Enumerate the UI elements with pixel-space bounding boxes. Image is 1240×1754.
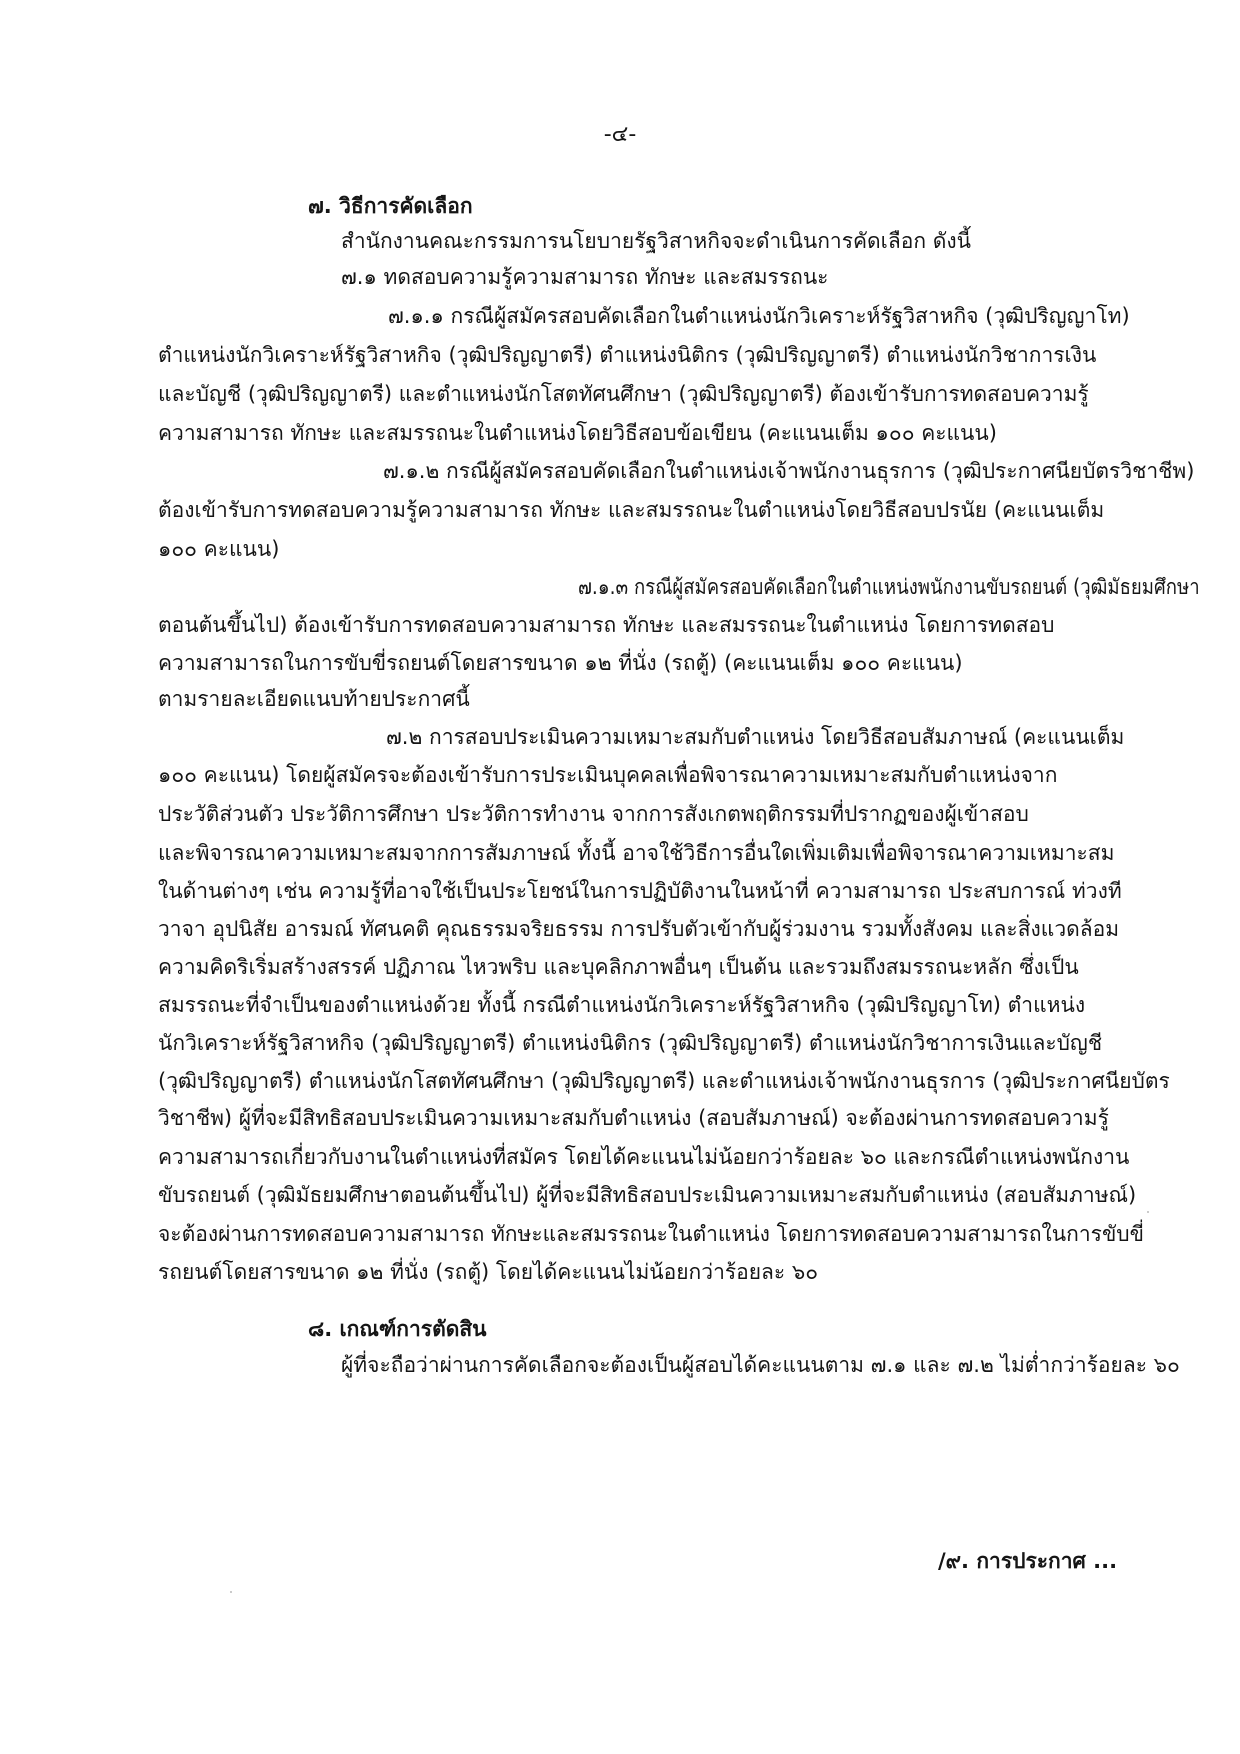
section-7-1-heading: ๗.๑ ทดสอบความรู้ความสามารถ ทักษะ และสมรรถนะ	[341, 265, 829, 289]
section-7-intro: สำนักงานคณะกรรมการนโยบายรัฐวิสาหกิจจะดำเนินการคัดเลือก ดังนี้	[341, 229, 971, 253]
paragraph-line: ตามรายละเอียดแนบท้ายประกาศนี้	[158, 687, 470, 711]
paragraph-line: ความสามารถ ทักษะ และสมรรถนะในตำแหน่งโดยวิธีสอบข้อเขียน (คะแนนเต็ม ๑๐๐ คะแนน)	[158, 421, 997, 445]
paragraph-line: และบัญชี (วุฒิปริญญาตรี) และตำแหน่งนักโสตทัศนศึกษา (วุฒิปริญญาตรี) ต้องเข้ารับการทดสอบความรู้	[158, 382, 1089, 406]
paragraph-line: สมรรถนะที่จำเป็นของตำแหน่งด้วย ทั้งนี้ กรณีตำแหน่งนักวิเคราะห์รัฐวิสาหกิจ (วุฒิปริญญาโท) ตำแหน่ง	[158, 993, 1086, 1017]
paragraph-line: ในด้านต่างๆ เช่น ความรู้ที่อาจใช้เป็นประโยชน์ในการปฏิบัติงานในหน้าที่ ความสามารถ ประสบการณ์ ท่วงที	[158, 879, 1122, 903]
paragraph-line: วาจา อุปนิสัย อารมณ์ ทัศนคติ คุณธรรมจริยธรรม การปรับตัวเข้ากับผู้ร่วมงาน รวมทั้งสังคม และสิ่งแวดล้อม	[158, 917, 1120, 941]
section-8-heading: ๘. เกณฑ์การตัดสิน	[308, 1317, 487, 1341]
paragraph-line: ๗.๑.๓ กรณีผู้สมัครสอบคัดเลือกในตำแหน่งพนักงานขับรถยนต์ (วุฒิมัธยมศึกษา	[578, 575, 1200, 599]
paragraph-line: ๑๐๐ คะแนน) โดยผู้สมัครจะต้องเข้ารับการประเมินบุคคลเพื่อพิจารณาความเหมาะสมกับตำแหน่งจาก	[158, 763, 1058, 787]
paragraph-line: ขับรถยนต์ (วุฒิมัธยมศึกษาตอนต้นขึ้นไป) ผู้ที่จะมีสิทธิสอบประเมินความเหมาะสมกับตำแหน่ง (สอบสัมภาษณ์)	[158, 1183, 1137, 1207]
paragraph-line: รถยนต์โดยสารขนาด ๑๒ ที่นั่ง (รถตู้) โดยได้คะแนนไม่น้อยกว่าร้อยละ ๖๐	[158, 1260, 819, 1284]
paragraph-line: ๗.๑.๑ กรณีผู้สมัครสอบคัดเลือกในตำแหน่งนักวิเคราะห์รัฐวิสาหกิจ (วุฒิปริญญาโท)	[388, 304, 1130, 328]
page-number: -๔-	[603, 122, 637, 147]
paragraph-line: ต้องเข้ารับการทดสอบความรู้ความสามารถ ทักษะ และสมรรถนะในตำแหน่งโดยวิธีสอบปรนัย (คะแนนเต็ม	[158, 498, 1105, 522]
paragraph-line: ประวัติส่วนตัว ประวัติการศึกษา ประวัติการทำงาน จากการสังเกตพฤติกรรมที่ปรากฏของผู้เข้าสอบ	[158, 802, 1029, 826]
continuation-note: /๙. การประกาศ ...	[938, 1549, 1118, 1573]
paragraph-line: ๑๐๐ คะแนน)	[158, 537, 280, 561]
section-7-2-heading: ๗.๒ การสอบประเมินความเหมาะสมกับตำแหน่ง โดยวิธีสอบสัมภาษณ์ (คะแนนเต็ม	[386, 725, 1125, 749]
paragraph-line: วิชาชีพ) ผู้ที่จะมีสิทธิสอบประเมินความเหมาะสมกับตำแหน่ง (สอบสัมภาษณ์) จะต้องผ่านการทดสอบความรู้	[158, 1106, 1109, 1130]
paragraph-line: ความสามารถในการขับขี่รถยนต์โดยสารขนาด ๑๒ ที่นั่ง (รถตู้) (คะแนนเต็ม ๑๐๐ คะแนน)	[158, 651, 963, 675]
paragraph-line: จะต้องผ่านการทดสอบความสามารถ ทักษะและสมรรถนะในตำแหน่ง โดยการทดสอบความสามารถในการขับขี่	[158, 1222, 1144, 1246]
scan-speck	[230, 1591, 232, 1593]
paragraph-line: ความคิดริเริ่มสร้างสรรค์ ปฏิภาณ ไหวพริบ และบุคลิกภาพอื่นๆ เป็นต้น และรวมถึงสมรรถนะหลัก ซึ่งเป็น	[158, 955, 1079, 979]
paragraph-line: ผู้ที่จะถือว่าผ่านการคัดเลือกจะต้องเป็นผู้สอบได้คะแนนตาม ๗.๑ และ ๗.๒ ไม่ต่ำกว่าร้อยละ ๖๐	[341, 1353, 1180, 1377]
paragraph-line: นักวิเคราะห์รัฐวิสาหกิจ (วุฒิปริญญาตรี) ตำแหน่งนิติกร (วุฒิปริญญาตรี) ตำแหน่งนักวิชาการเงินและบัญชี	[158, 1031, 1103, 1055]
paragraph-line: ตอนต้นขึ้นไป) ต้องเข้ารับการทดสอบความสามารถ ทักษะ และสมรรถนะในตำแหน่ง โดยการทดสอบ	[158, 613, 1055, 637]
paragraph-line: ความสามารถเกี่ยวกับงานในตำแหน่งที่สมัคร โดยได้คะแนนไม่น้อยกว่าร้อยละ ๖๐ และกรณีตำแหน่งพนักงาน	[158, 1145, 1130, 1169]
paragraph-line: ๗.๑.๒ กรณีผู้สมัครสอบคัดเลือกในตำแหน่งเจ้าพนักงานธุรการ (วุฒิประกาศนียบัตรวิชาชีพ)	[383, 459, 1195, 483]
paragraph-line: และพิจารณาความเหมาะสมจากการสัมภาษณ์ ทั้งนี้ อาจใช้วิธีการอื่นใดเพิ่มเติมเพื่อพิจารณาความเหมาะสม	[158, 841, 1115, 865]
paragraph-line: (วุฒิปริญญาตรี) ตำแหน่งนักโสตทัศนศึกษา (วุฒิปริญญาตรี) และตำแหน่งเจ้าพนักงานธุรการ (วุฒิประกาศนียบัตร	[158, 1069, 1170, 1093]
scan-speck	[1147, 1211, 1149, 1213]
paragraph-line: ตำแหน่งนักวิเคราะห์รัฐวิสาหกิจ (วุฒิปริญญาตรี) ตำแหน่งนิติกร (วุฒิปริญญาตรี) ตำแหน่งนักวิชาการเงิน	[158, 343, 1097, 367]
section-7-heading: ๗. วิธีการคัดเลือก	[308, 194, 473, 218]
